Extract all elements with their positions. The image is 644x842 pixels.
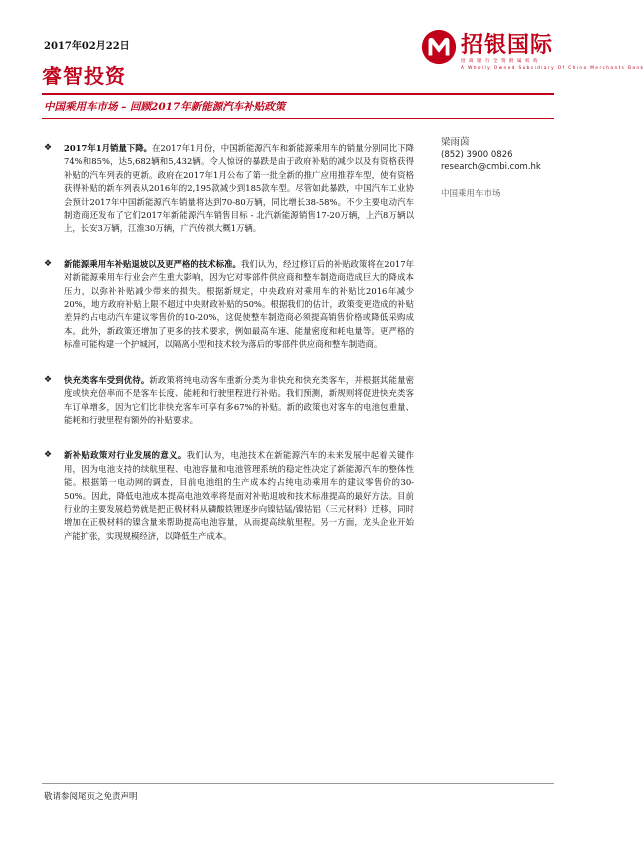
subtitle-divider xyxy=(42,118,554,119)
disclaimer-text: 敬请参阅尾页之免责声明 xyxy=(44,792,138,802)
logo-sub-text: 招商银行全资附属机构 xyxy=(461,59,541,64)
brand-title: 睿智投资 xyxy=(42,64,126,88)
logo-en-text: A Wholly Owned Subsidiary Of China Merchants Bank xyxy=(461,66,644,71)
report-body xyxy=(44,142,414,565)
analyst-phone: (852) 3900 0826 xyxy=(441,150,513,160)
bullet-section xyxy=(44,374,414,428)
bullet-section xyxy=(44,142,414,236)
bullet-lead: 新补贴政策对行业发展的意义。 xyxy=(64,450,187,461)
bullet-lead: 2017年1月销量下降。 xyxy=(64,143,153,153)
bullet-text: 在2017年1月份，中国新能源汽车和新能源乘用车的销量分别同比下降74%和85%，达5,682辆和5,432辆。令人惊讶的暴跌是由于政府补贴的减少以及有资格获得补贴的汽车列表的更新。政府在2017年1月公布了第一批全新的推广应用推荐车型，使有资格获得补贴的新车列表从2016年的2,195款减少到185款车型。尽管如此暴跌，中国汽车工业协会预计2017年中国新能源汽车销量将达到70-80万辆，同比增长38-58%。不少主要电动汽车制造商还发布了它们2017年新能源汽车销售目标 - 北汽新能源销售17-20万辆，上汽8万辆以上，长安3万辆，江淮30万辆，广汽传祺大概1万辆。 xyxy=(64,143,415,234)
footer-divider xyxy=(42,783,554,784)
logo-cn-text: 招银国际 xyxy=(461,33,554,58)
bullet-section xyxy=(44,258,414,352)
diamond-bullet-icon: ❖ xyxy=(44,258,53,269)
cmb-logo-icon xyxy=(420,28,458,66)
diamond-bullet-icon: ❖ xyxy=(44,450,53,461)
bullet-text: 我们认为，电池技术在新能源汽车的未来发展中起着关键作用，因为电池支持的续航里程、电池容量和电池管理系统的稳定性决定了新能源汽车的整体性能。根据第一电动网的调查，目前电池组的生产成本约占纯电动乘用车的建议零售价的30-50%。因此，降低电池成本提高电池效率将是面对补贴退坡和技术标准提高的最好方法。目前行业的主要发展趋势就是把正极材料从磷酸铁锂逐步向镍钴锰/镍钴铝（三元材料）迁移，同时增加在正极材料的镍含量来帮助提高电池容量，从而提高续航里程。另一方面，龙头企业开始产能扩张，实现规模经济，以降低生产成本。 xyxy=(64,450,415,541)
analyst-name: 梁雨茵 xyxy=(441,137,470,148)
bullet-lead: 快充类客车受到优待。 xyxy=(64,374,150,385)
report-subtitle: 中国乘用车市场 – 回顾2017年新能源汽车补贴政策 xyxy=(44,101,286,113)
bullet-section xyxy=(44,449,414,543)
analyst-sidebar xyxy=(441,137,561,199)
diamond-bullet-icon: ❖ xyxy=(44,374,53,385)
analyst-email[interactable]: research@cmbi.com.hk xyxy=(441,162,541,172)
bullet-lead: 新能源乘用车补贴退坡以及更严格的技术标准。 xyxy=(64,258,241,269)
cmb-logo xyxy=(420,26,644,78)
sector-label: 中国乘用车市场 xyxy=(441,189,501,199)
diamond-bullet-icon: ❖ xyxy=(44,143,53,153)
header-divider xyxy=(42,93,554,95)
bullet-text: 新政策将纯电动客车重新分类为非快充和快充类客车，并根据其能量密度或快充倍率而不是客车长度、能耗和行驶里程进行补贴。我们预测，新规则将促进快充类客车订单增多，因为它们比非快充客车可享有多67%的补贴。新的政策也对客车的电池包重量、能耗和行驶里程有额外的补贴要求。 xyxy=(64,374,414,425)
bullet-text: 我们认为，经过修订后的补贴政策将在2017年对新能源乘用车行业会产生重大影响，因为它对零部件供应商和整车制造商造成巨大的降成本压力，以弥补补贴减少带来的损失。根据新规定，中央政府对乘用车的补贴比2016年减少20%，地方政府补贴上限不超过中央财政补贴的50%。根据我们的估计，政策变更造成的补贴差异约占电动汽车建议零售价的10-20%，这促使整车制造商必须提高销售价格或降低采购成本。此外，新政策还增加了更多的技术要求，例如最高车速、能量密度和耗电量等。更严格的标准可能构建一个护城河，以隔离小型和技术较为落后的零部件供应商和整车制造商。 xyxy=(64,258,414,350)
report-date: 2017年02月22日 xyxy=(44,41,130,52)
